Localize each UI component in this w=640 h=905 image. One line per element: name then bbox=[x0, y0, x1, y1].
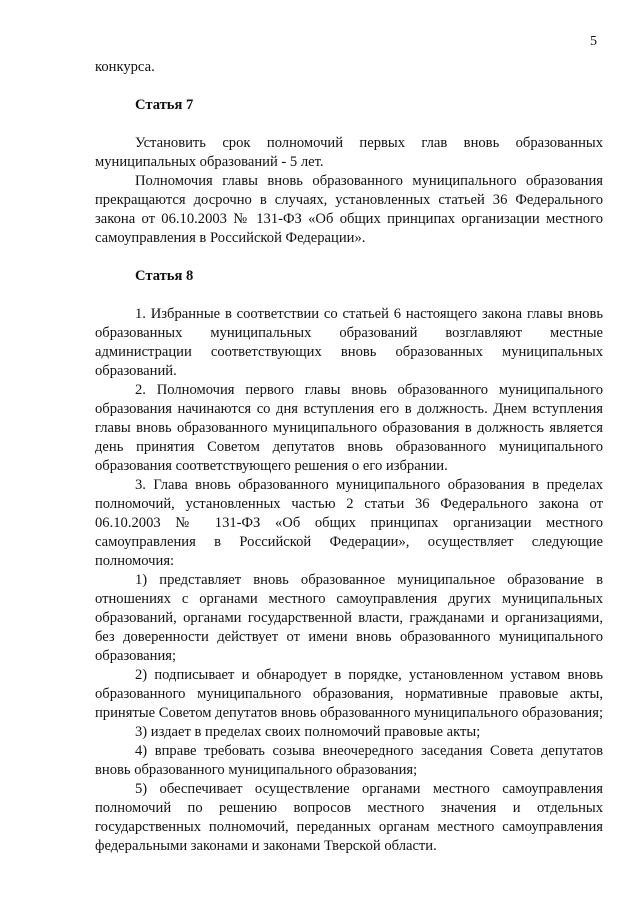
lead-text: конкурса. bbox=[95, 59, 155, 75]
article-8-list-item: 2) подписывает и обнародует в порядке, установленном уставом вновь образованного муниципального образования, нормативные правовые акты, принятые Советом депутатов вновь образованного муниципального образования; bbox=[95, 667, 603, 721]
article-8-list-item: 4) вправе требовать созыва внеочередного заседания Совета депутатов вновь образованного муниципального образования; bbox=[95, 743, 603, 778]
article-7-heading: Статья 7 bbox=[135, 97, 194, 113]
article-8-list-item: 3) издает в пределах своих полномочий правовые акты; bbox=[135, 724, 481, 740]
article-8-list-item: 1) представляет вновь образованное муниципальное образование в отношениях с органами местного самоуправления других муниципальных образований, органами государственной власти, гражданами и организациями, без доверенности действует от имени вновь образованного муниципального образования; bbox=[95, 572, 603, 664]
article-7-paragraph: Установить срок полномочий первых глав вновь образованных муниципальных образований - 5 лет. bbox=[95, 135, 603, 170]
article-8-paragraph: 3. Глава вновь образованного муниципального образования в пределах полномочий, установленных частью 2 статьи 36 Федерального закона от 06.10.2003 № 131-ФЗ «Об общих принципах организации местного самоуправления в Российской Федерации», осуществляет следующие полномочия: bbox=[95, 477, 603, 569]
article-7-paragraph: Полномочия главы вновь образованного муниципального образования прекращаются досрочно в случаях, установленных статьей 36 Федерального закона от 06.10.2003 № 131-ФЗ «Об общих принципах организации местного самоуправления в Российской Федерации». bbox=[95, 173, 603, 246]
article-8-paragraph: 1. Избранные в соответствии со статьей 6 настоящего закона главы вновь образованных муниципальных образований возглавляют местные администрации соответствующих вновь образованных муниципальных образований. bbox=[95, 306, 603, 379]
article-8-list-item: 5) обеспечивает осуществление органами местного самоуправления полномочий по решению вопросов местного значения и отдельных государственных полномочий, переданных органам местного самоуправления федеральными законами и законами Тверской области. bbox=[95, 781, 603, 854]
article-8-heading: Статья 8 bbox=[135, 268, 194, 284]
document-body bbox=[95, 58, 603, 856]
article-8-paragraph: 2. Полномочия первого главы вновь образованного муниципального образования начинаются со дня вступления его в должность. Днем вступления главы вновь образованного муниципального образования в должность является день принятия Советом депутатов вновь образованного муниципального образования соответствующего решения о его избрании. bbox=[95, 382, 603, 474]
page-number: 5 bbox=[590, 34, 597, 49]
